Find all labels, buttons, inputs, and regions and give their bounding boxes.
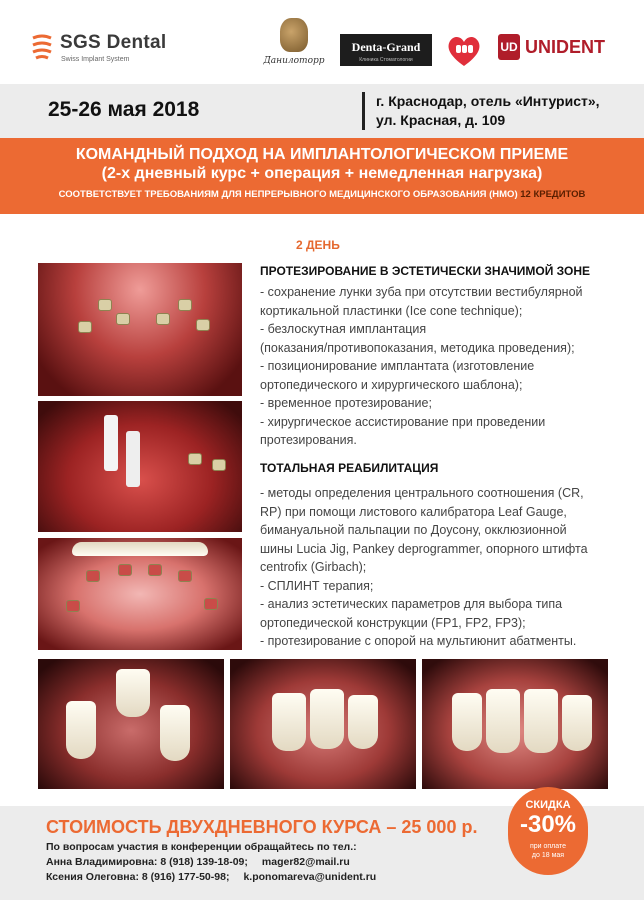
contact-anna — [46, 856, 350, 868]
list-item: - хирургическое ассистирование при проведении — [260, 414, 546, 429]
course-subtitle: (2-х дневный курс + операция + немедленная нагрузка) — [101, 165, 543, 182]
contact-ksenia-phone: Ксения Олеговна: 8 (916) 177-50-98; — [46, 871, 230, 883]
venue-divider — [362, 92, 365, 130]
danilotorr-name: Данилоторр — [263, 56, 325, 66]
danilotorr-logo — [262, 18, 326, 76]
section-list-aesthetic — [260, 283, 583, 450]
event-venue — [376, 92, 600, 130]
clinical-photo-extraction — [38, 659, 224, 789]
section-heading-aesthetic: ПРОТЕЗИРОВАНИЕ В ЭСТЕТИЧЕСКИ ЗНАЧИМОЙ ЗОНЕ — [260, 264, 591, 278]
accreditation-note — [0, 189, 644, 200]
contact-ksenia-email[interactable]: k.ponomareva@unident.ru — [243, 871, 377, 883]
list-item: шины Lucia Jig, Pankey deprogrammer, опорного штифта — [260, 541, 588, 556]
date-venue-band — [0, 84, 644, 138]
course-title: КОМАНДНЫЙ ПОДХОД НА ИМПЛАНТОЛОГИЧЕСКОМ ПРИЕМЕ — [75, 146, 569, 163]
section-list-rehab — [260, 484, 588, 651]
venue-line-2: ул. Красная, д. 109 — [376, 112, 506, 128]
list-item: RP) при помощи листового калибратора Leaf Gauge, — [260, 504, 567, 519]
accreditation-text: СООТВЕТСТВУЕТ ТРЕБОВАНИЯМ ДЛЯ НЕПРЕРЫВНОГО МЕДИЦИНСКОГО ОБРАЗОВАНИЯ (НМО) — [58, 189, 518, 200]
list-item: ортопедического и хирургического шаблона); — [260, 377, 523, 392]
course-title-band — [0, 138, 644, 214]
list-item: centrofix (Girbach); — [260, 560, 367, 574]
contact-anna-phone: Анна Владимировна: 8 (918) 139-18-09; — [46, 856, 248, 868]
discount-label: СКИДКА — [525, 799, 571, 811]
unident-mark: UD — [498, 34, 520, 60]
unident-name: UNIDENT — [525, 37, 605, 57]
discount-note-1: при оплате — [529, 843, 567, 850]
list-item: бимануальной пальпации по Доусону, окклюзионной — [260, 523, 567, 537]
contact-intro: По вопросам участия в конференции обращайтесь по тел.: — [46, 841, 357, 853]
heart-tooth-logo-icon — [444, 30, 484, 70]
sgs-swoosh-icon — [30, 32, 54, 62]
denta-grand-name: Denta-Grand — [351, 40, 421, 54]
section-heading-rehab: ТОТАЛЬНАЯ РЕАБИЛИТАЦИЯ — [260, 461, 439, 475]
list-item: - анализ эстетических параметров для выбора типа — [260, 597, 563, 611]
sgs-brand-name: SGS Dental — [60, 32, 167, 53]
list-item: протезирования. — [260, 433, 357, 447]
clinical-photo-upper-arch — [38, 538, 242, 650]
event-date: 25-26 мая 2018 — [48, 98, 200, 121]
venue-line-1: г. Краснодар, отель «Интурист», — [376, 93, 600, 109]
logo-bar — [0, 0, 644, 84]
course-price: СТОИМОСТЬ ДВУХДНЕВНОГО КУРСА – 25 000 р. — [46, 817, 478, 837]
denta-grand-logo — [340, 34, 432, 66]
sgs-brand-tagline: Swiss Implant System — [61, 56, 130, 63]
list-item: (показания/противопоказания, методика проведения); — [260, 340, 575, 355]
clinical-photo-implants-lower — [38, 263, 242, 396]
clinical-photo-immediate-load — [230, 659, 416, 789]
discount-value: -30% — [519, 811, 577, 838]
discount-badge — [508, 787, 588, 875]
discount-note-2: до 18 мая — [531, 852, 565, 859]
list-item: - позиционирование имплантата (изготовление — [260, 359, 535, 373]
day-label: 2 ДЕНЬ — [296, 238, 340, 252]
list-item: ортопедической конструкции (FP1, FP2, FP3); — [260, 615, 526, 630]
denta-grand-sub: Клиника Стоматологии — [359, 57, 413, 63]
credits-badge: 12 КРЕДИТОВ — [520, 189, 586, 200]
list-item: - безлоскутная имплантация — [260, 322, 427, 336]
list-item: - СПЛИНТ терапия; — [260, 578, 374, 593]
clinical-photo-final-result — [422, 659, 608, 789]
list-item: - протезирование с опорой на мультиюнит абатменты. — [260, 634, 577, 648]
list-item: - временное протезирование; — [260, 396, 432, 410]
list-item: - сохранение лунки зуба при отсутствии вестибулярной — [260, 285, 583, 299]
tooth-icon — [280, 18, 308, 52]
contact-anna-email[interactable]: mager82@mail.ru — [261, 856, 350, 868]
list-item: - методы определения центрального соотношения (CR, — [260, 486, 584, 500]
clinical-photo-surgery — [38, 401, 242, 532]
list-item: кортикальной пластинки (Ice cone technique); — [260, 303, 523, 318]
contact-ksenia — [46, 871, 376, 883]
